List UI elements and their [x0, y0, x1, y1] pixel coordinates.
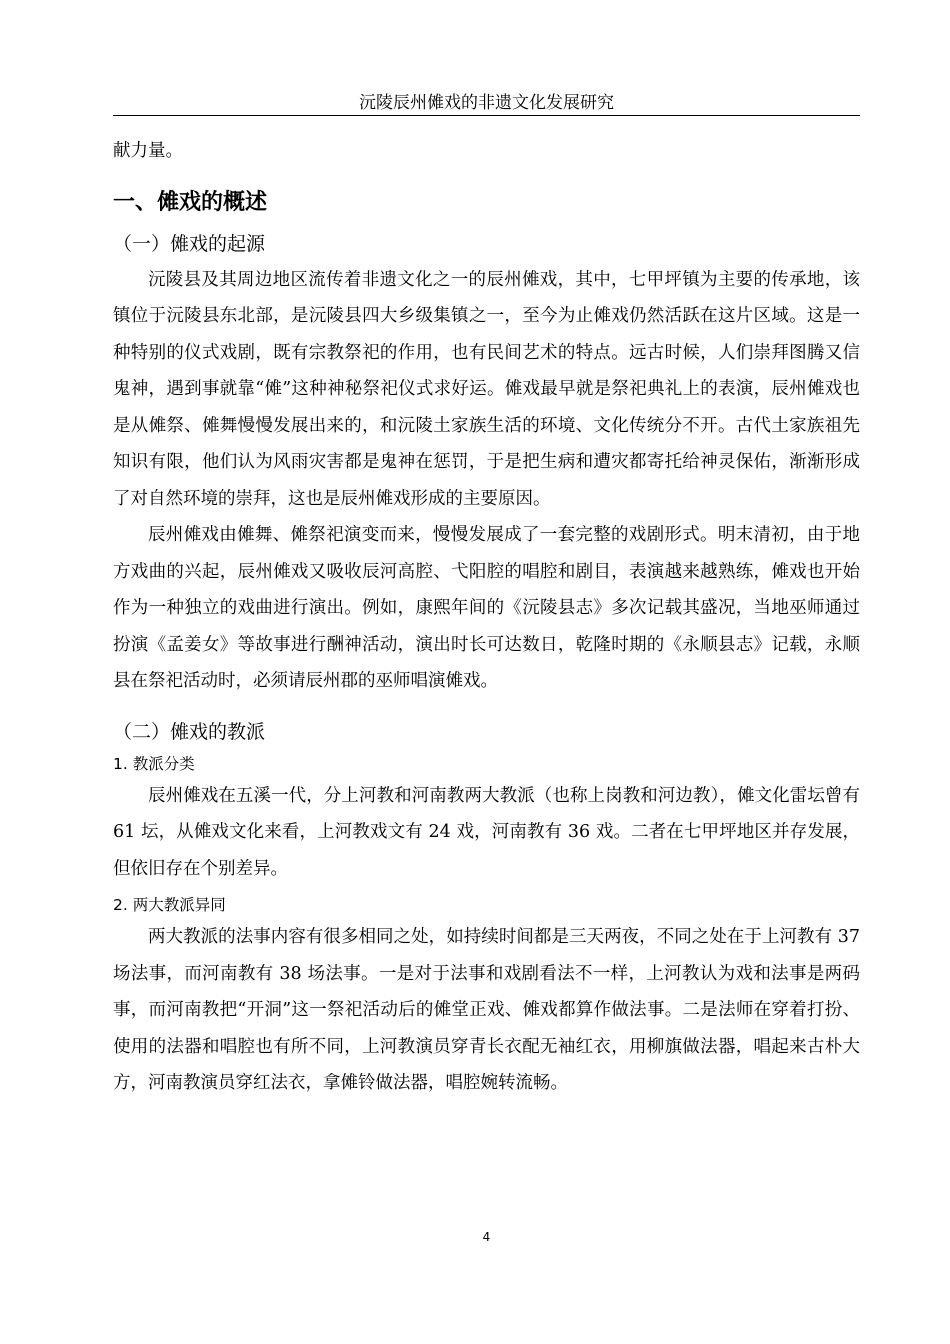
running-header: 沅陵辰州傩戏的非遗文化发展研究: [359, 93, 614, 113]
paragraph-origin-1: 沅陵县及其周边地区流传着非遗文化之一的辰州傩戏，其中，七甲坪镇为主要的传承地，该镇位于沅陵县东北部，是沅陵县四大乡级集镇之一，至今为止傩戏仍然活跃在这片区域。这是一种特别的仪式戏剧，既有宗教祭祀的作用，也有民间艺术的特点。远古时候，人们崇拜图腾又信鬼神，遇到事就靠“傩”这种神秘祭祀仪式求好运。傩戏最早就是祭祀典礼上的表演，辰州傩戏也是从傩祭、傩舞慢慢发展出来的，和沅陵土家族生活的环境、文化传统分不开。古代土家族祖先知识有限，他们认为风雨灾害都是鬼神在惩罚，于是把生病和遭灾都寄托给神灵保佑，渐渐形成了对自然环境的崇拜，这也是辰州傩戏形成的主要原因。: [113, 269, 860, 509]
page-content: [113, 133, 860, 1102]
continuation-paragraph: 献力量。: [113, 141, 183, 161]
paragraph-origin-2: 辰州傩戏由傩舞、傩祭祀演变而来，慢慢发展成了一套完整的戏剧形式。明末清初，由于地方戏曲的兴起，辰州傩戏又吸收辰河高腔、弋阳腔的唱腔和剧目，表演越来越熟练，傩戏也开始作为一种独立的戏曲进行演出。例如，康熙年间的《沅陵县志》多次记载其盛况，当地巫师通过扮演《孟姜女》等故事进行酬神活动，演出时长可达数日，乾隆时期的《永顺县志》记载，永顺县在祭祀活动时，必须请辰州郡的巫师唱演傩戏。: [113, 525, 860, 691]
section-heading: 一、傩戏的概述: [113, 189, 268, 215]
header-rule: [113, 115, 860, 116]
paragraph-classification: 辰州傩戏在五溪一代，分上河教和河南教两大教派（也称上岗教和河边教），傩文化雷坛曾有 61 坛，从傩戏文化来看，上河教戏文有 24 戏，河南教有 36 戏。二者在七甲坪地区并存发展，但依旧存在个别差异。: [113, 785, 860, 879]
subsection-heading-sects: （二）傩戏的教派: [113, 720, 266, 743]
page-number: 4: [482, 1230, 491, 1244]
subsection-heading-origin: （一）傩戏的起源: [113, 232, 266, 255]
item-heading-differences: 2. 两大教派异同: [113, 896, 226, 914]
paragraph-differences: 两大教派的法事内容有很多相同之处，如持续时间都是三天两夜，不同之处在于上河教有 37 场法事，而河南教有 38 场法事。一是对于法事和戏剧看法不一样，上河教认为戏和法事是两码事，而河南教把“开洞”这一祭祀活动后的傩堂正戏、傩戏都算作做法事。二是法师在穿着打扮、使用的法器和唱腔也有所不同，上河教演员穿青长衣配无袖红衣，用柳旗做法器，唱起来古朴大方，河南教演员穿红法衣，拿傩铃做法器，唱腔婉转流畅。: [113, 927, 860, 1093]
item-heading-classification: 1. 教派分类: [113, 754, 195, 773]
